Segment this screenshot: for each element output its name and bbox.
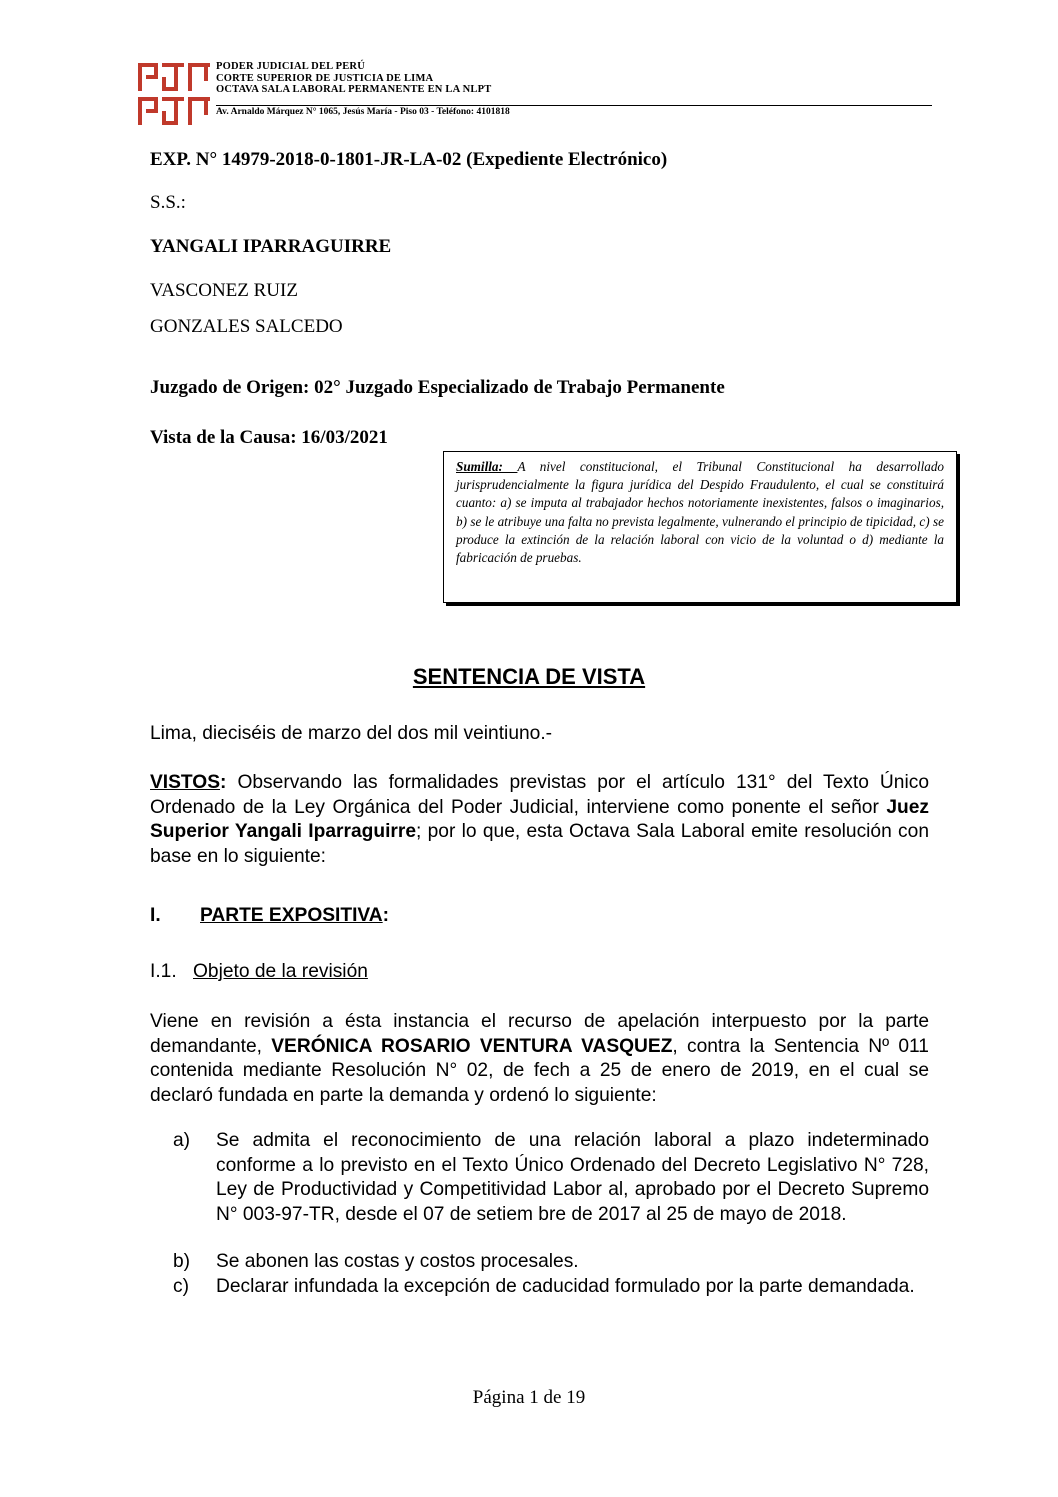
list-marker: c) — [173, 1276, 189, 1297]
vistos-text: ; por lo que, esta Octava Sala Laboral emite resolución con base en lo siguiente: — [150, 821, 929, 867]
date-line: Lima, dieciséis de marzo del dos mil veintiuno.- — [150, 723, 553, 744]
list-item — [173, 1129, 929, 1227]
section-number: I. — [150, 905, 161, 926]
poder-judicial-logo-icon — [138, 63, 210, 125]
ponente-name: Juez Superior Yangali Iparraguirre — [150, 796, 929, 843]
document-title: SENTENCIA DE VISTA — [412, 664, 646, 689]
letterhead-line: PODER JUDICIAL DEL PERÚ — [216, 61, 365, 72]
page-number: Página 1 de 19 — [472, 1387, 586, 1408]
body-text: Viene en revisión a ésta instancia el recurso de apelación interpuesto por la parte demandante, — [150, 1011, 929, 1057]
list-marker: b) — [173, 1251, 191, 1272]
body-text: , contra la Sentencia Nº 011 contenida mediante Resolución N° 02, de fech a 25 de enero de 2019, en el cual se declaró fundada en parte la demanda y ordenó lo siguiente: — [150, 1035, 929, 1106]
vistos-paragraph — [150, 771, 929, 869]
sumilla-body: A nivel constitucional, el Tribunal Constitucional ha desarrollado jurisprudencialmente la figura jurídica del Despido Fraudulento, el cual se constituirá cuanto: a) se imputa al trabajador hechos notoriamente inexistentes, falsos o imaginarios, b) se le atribuye una falta no prevista legalmente, vulnerando el principio de tipicidad, c) se produce la extinción de la relación laboral con vicio de la voluntad o d) mediante la fabricación de pruebas. — [456, 459, 945, 566]
judge-name: YANGALI IPARRAGUIRRE — [150, 236, 392, 257]
list-item — [173, 1250, 929, 1275]
letterhead-line: CORTE SUPERIOR DE JUSTICIA DE LIMA — [216, 72, 434, 84]
expediente-number: EXP. N° 14979-2018-0-1801-JR-LA-02 (Expediente Electrónico) — [150, 149, 668, 170]
vistos-colon: : — [220, 772, 227, 793]
judge-name: VASCONEZ RUIZ — [150, 280, 298, 301]
list-text: Se abonen las costas y costos procesales. — [216, 1251, 579, 1272]
subsection-label: Objeto de la revisión — [193, 961, 368, 982]
sumilla-box — [443, 451, 957, 603]
vista-causa: Vista de la Causa: 16/03/2021 — [150, 427, 388, 448]
ss-label: S.S.: — [150, 192, 186, 213]
demandante-name: VERÓNICA ROSARIO VENTURA VASQUEZ — [271, 1035, 673, 1057]
list-text: Declarar infundada la excepción de caducidad formulado por la parte demandada. — [216, 1276, 915, 1297]
judge-name: GONZALES SALCEDO — [150, 316, 343, 337]
letterhead-rule — [216, 105, 932, 106]
list-item — [173, 1275, 929, 1300]
body-paragraph — [150, 1010, 929, 1108]
juzgado-origen: Juzgado de Origen: 02° Juzgado Especializado de Trabajo Permanente — [150, 377, 725, 398]
section-label: PARTE EXPOSITIVA — [200, 905, 383, 926]
section-colon: : — [382, 905, 390, 926]
vistos-label: VISTOS — [150, 772, 221, 793]
list-marker: a) — [173, 1130, 191, 1151]
sumilla-text — [456, 458, 944, 567]
letterhead-address: Av. Arnaldo Márquez N° 1065, Jesús María - Piso 03 - Teléfono: 4101818 — [216, 107, 510, 117]
vistos-text: Observando las formalidades previstas por el artículo 131° del Texto Único Ordenado de la Ley Orgánica del Poder Judicial, interviene como ponente el señor — [150, 772, 929, 818]
letterhead-line: OCTAVA SALA LABORAL PERMANENTE EN LA NLPT — [216, 84, 492, 95]
letterhead — [216, 61, 936, 96]
sumilla-label: Sumilla: — [456, 459, 518, 474]
section-heading — [200, 905, 389, 927]
list-text: Se admita el reconocimiento de una relación laboral a plazo indeterminado conforme a lo previsto en el Texto Único Ordenado del Decreto Legislativo N° 728, Ley de Productividad y Competitividad Labor al, aprobado por el Decreto Supremo N° 003-97-TR, desde el 07 de setiem bre de 2017 al 25 de mayo de 2018. — [216, 1130, 929, 1225]
subsection-number: I.1. — [150, 961, 177, 982]
